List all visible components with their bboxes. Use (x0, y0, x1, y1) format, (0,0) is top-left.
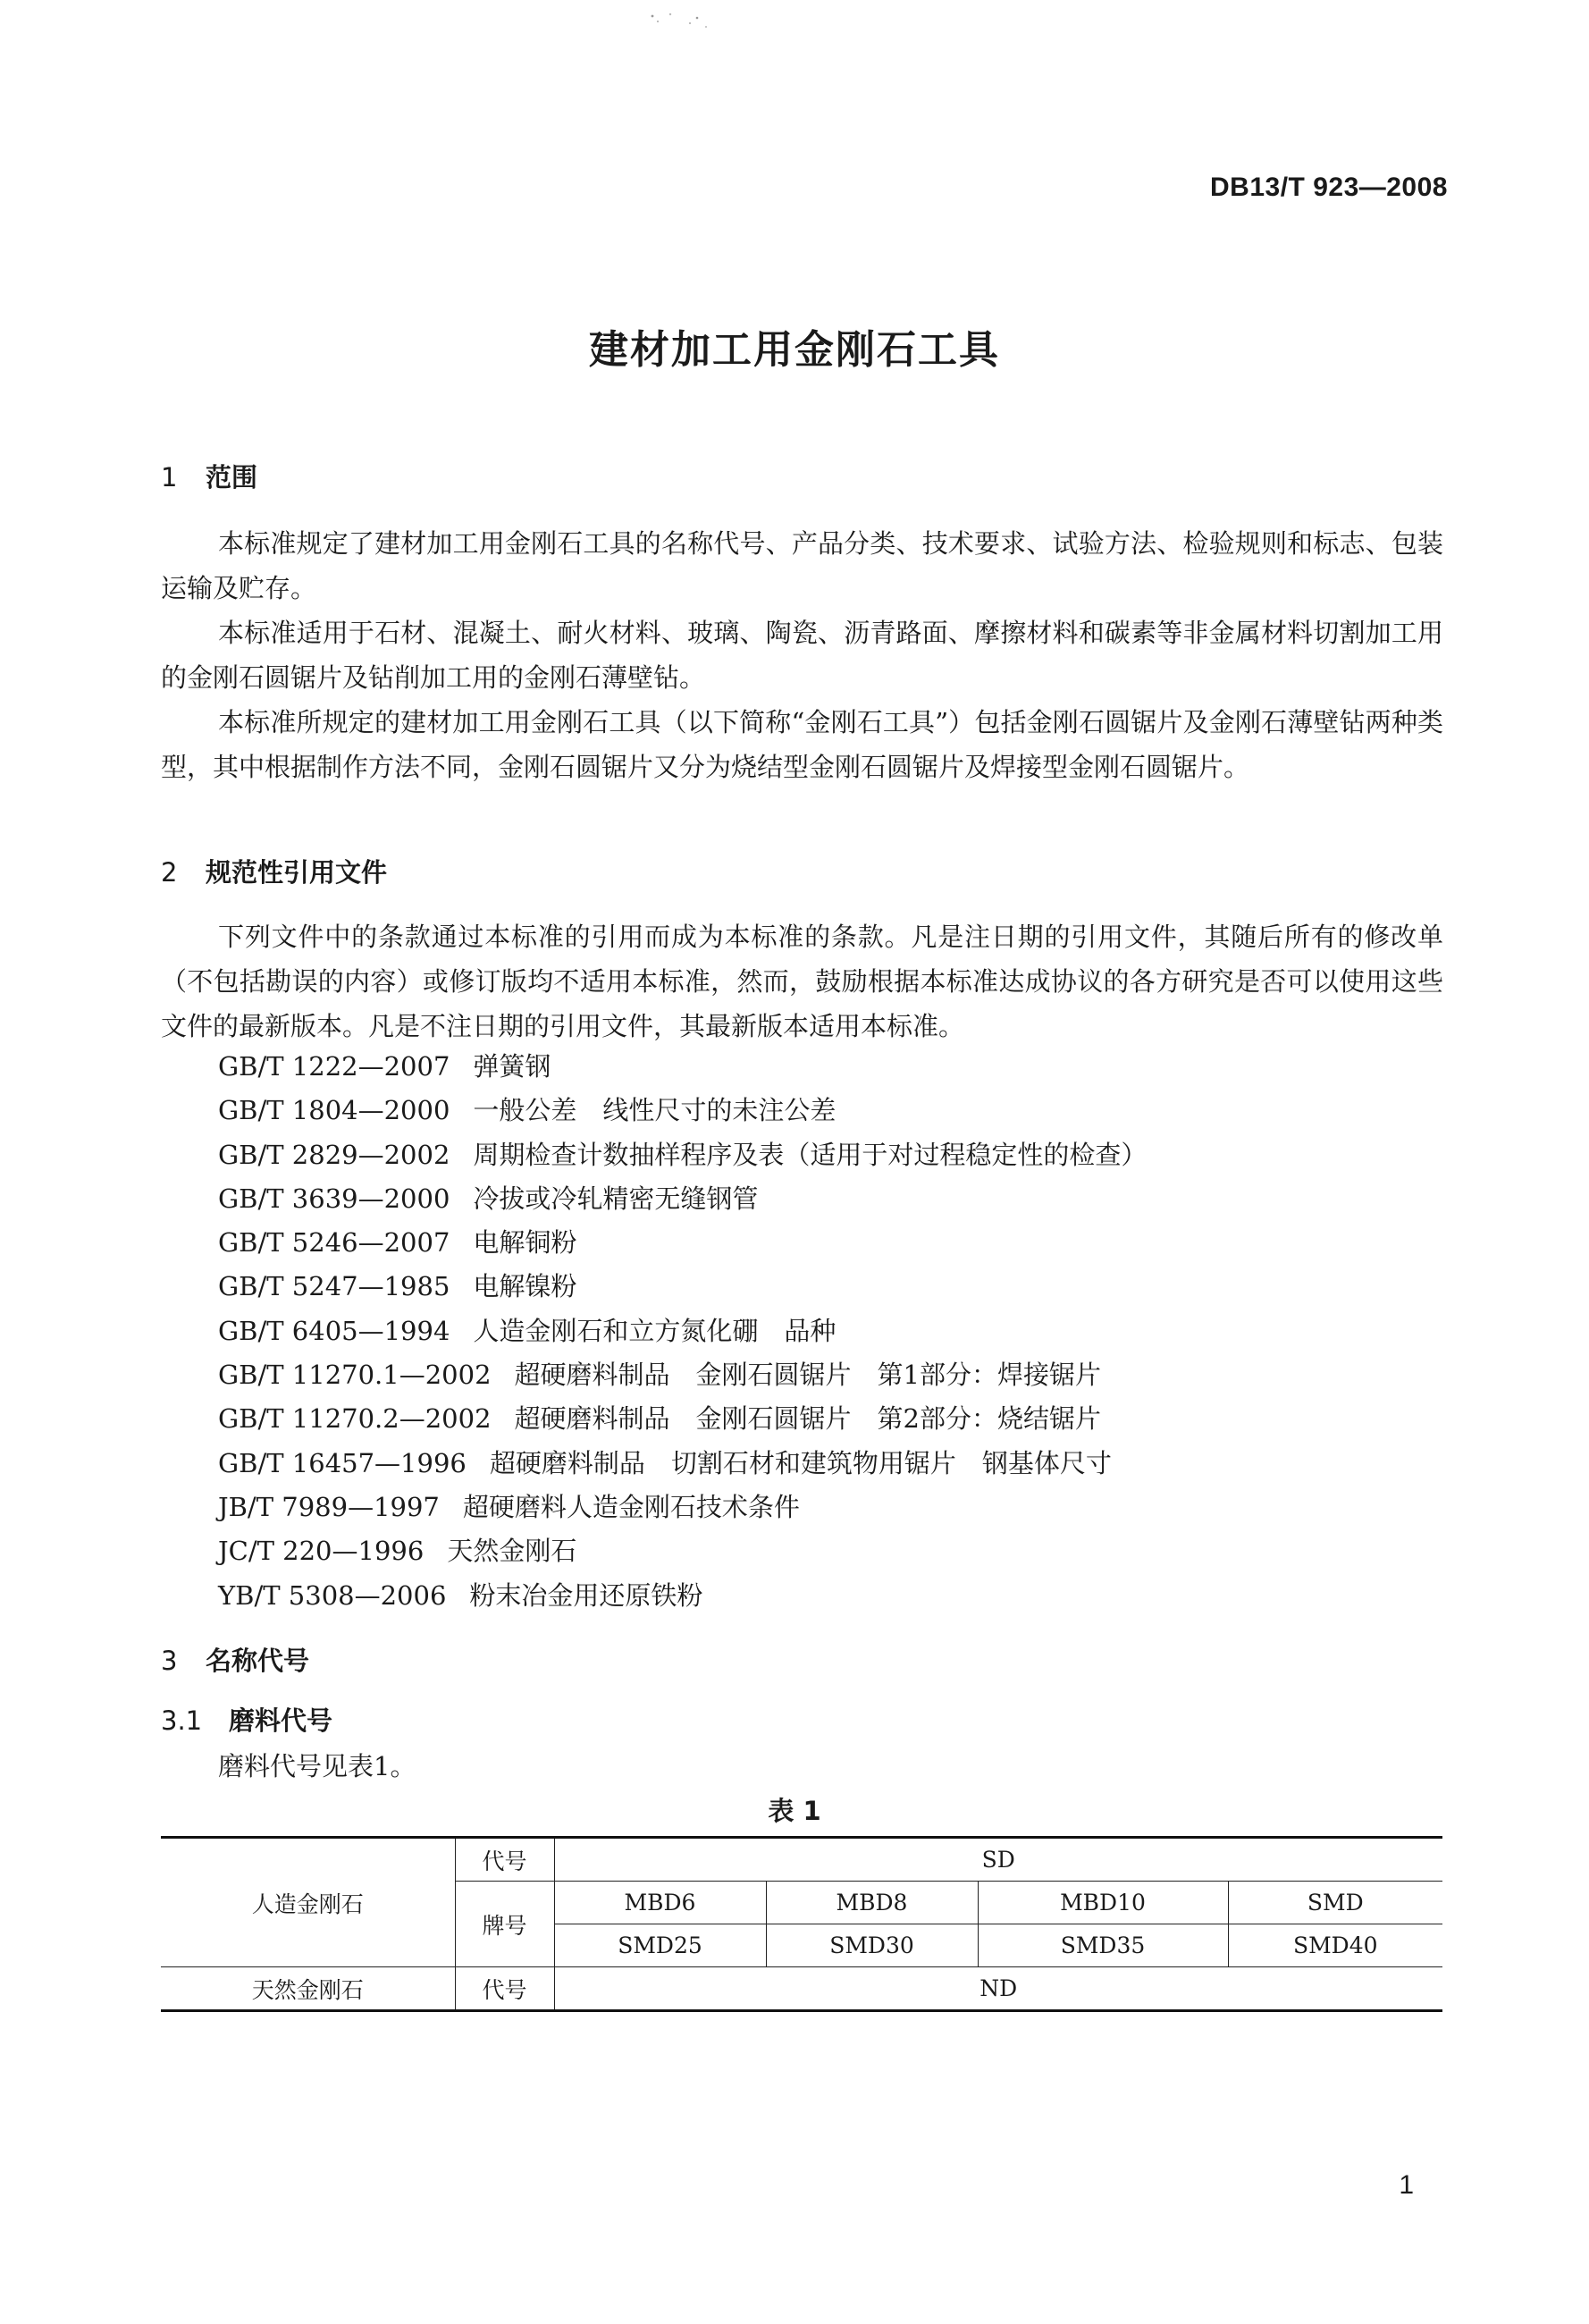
section-1-heading (161, 458, 257, 494)
reference-title: 超硬磨料制品 金刚石圆锯片 第2部分：烧结锯片 (514, 1403, 1101, 1435)
reference-item (218, 1265, 1147, 1309)
reference-title: 天然金刚石 (447, 1536, 577, 1567)
reference-title: 超硬磨料制品 金刚石圆锯片 第1部分：焊接锯片 (514, 1360, 1101, 1391)
section-2-heading (161, 853, 387, 889)
reference-item (218, 1133, 1147, 1177)
reference-item (218, 1045, 1147, 1089)
grade-cell: MBD10 (978, 1882, 1228, 1924)
section-title: 名称代号 (206, 1646, 310, 1676)
reference-title: 电解镍粉 (473, 1271, 577, 1302)
reference-title: 电解铜粉 (473, 1227, 577, 1259)
reference-item (218, 1397, 1147, 1441)
section-number: 2 (161, 857, 178, 888)
reference-list (218, 1045, 1147, 1618)
grade-cell: SMD25 (554, 1924, 766, 1967)
reference-item (218, 1221, 1147, 1265)
document-code: DB13/T 923—2008 (1210, 173, 1448, 202)
scan-speck-mark (643, 5, 724, 38)
section-number: 1 (161, 462, 178, 493)
reference-code: GB/T 2829—2002 (218, 1139, 450, 1170)
subsection-title: 磨料代号 (229, 1705, 333, 1736)
paragraph-scope-2: 本标准适用于石材、混凝土、耐火材料、玻璃、陶瓷、沥青路面、摩擦材料和碳素等非金属材料切割加工用的金刚石圆锯片及钻削加工用的金刚石薄壁钻。 (161, 618, 1443, 693)
synthetic-diamond-cell: 人造金刚石 (161, 1838, 455, 1967)
reference-title: 一般公差 线性尺寸的未注公差 (473, 1095, 837, 1126)
paragraph-scope-1: 本标准规定了建材加工用金刚石工具的名称代号、产品分类、技术要求、试验方法、检验规则和标志、包装运输及贮存。 (161, 528, 1443, 603)
reference-title: 超硬磨料制品 切割石材和建筑物用锯片 钢基体尺寸 (489, 1447, 1112, 1478)
synthetic-code-cell: SD (554, 1838, 1442, 1882)
subsection-3-1-heading (161, 1701, 332, 1738)
reference-item (218, 1309, 1147, 1353)
abrasive-code-table (161, 1836, 1442, 2012)
reference-title: 弹簧钢 (473, 1051, 551, 1082)
reference-code: GB/T 11270.1—2002 (218, 1360, 492, 1391)
paragraph-scope-3: 本标准所规定的建材加工用金刚石工具（以下简称“金刚石工具”）包括金刚石圆锯片及金刚石薄壁钻两种类型，其中根据制作方法不同，金刚石圆锯片又分为烧结型金刚石圆锯片及焊接型金刚石圆锯片。 (161, 707, 1443, 782)
natural-code-cell: ND (554, 1967, 1442, 2011)
reference-code: GB/T 6405—1994 (218, 1315, 450, 1346)
reference-item (218, 1353, 1147, 1397)
section-title: 规范性引用文件 (206, 857, 388, 888)
section-3-heading (161, 1641, 309, 1678)
reference-code: YB/T 5308—2006 (218, 1579, 447, 1611)
reference-title: 人造金刚石和立方氮化硼 品种 (473, 1315, 837, 1346)
reference-item (218, 1442, 1147, 1486)
grade-cell: SMD35 (978, 1924, 1228, 1967)
reference-title: 周期检查计数抽样程序及表（适用于对过程稳定性的检查） (473, 1139, 1148, 1170)
natural-diamond-cell: 天然金刚石 (161, 1967, 455, 2011)
document-title: 建材加工用金刚石工具 (589, 327, 1000, 373)
reference-item (218, 1529, 1147, 1573)
section-number: 3 (161, 1646, 178, 1676)
subsection-text: 磨料代号见表1。 (218, 1751, 416, 1781)
grade-cell: SMD40 (1228, 1924, 1442, 1967)
reference-code: GB/T 16457—1996 (218, 1447, 467, 1478)
reference-item (218, 1486, 1147, 1529)
reference-code: JC/T 220—1996 (218, 1536, 425, 1567)
reference-code: GB/T 1222—2007 (218, 1051, 450, 1082)
reference-title: 冷拔或冷轧精密无缝钢管 (473, 1183, 759, 1214)
section-title: 范围 (206, 462, 258, 493)
code-label-cell: 代号 (455, 1967, 554, 2011)
reference-code: GB/T 3639—2000 (218, 1183, 450, 1214)
reference-code: GB/T 5247—1985 (218, 1271, 450, 1302)
reference-code: GB/T 11270.2—2002 (218, 1403, 492, 1435)
reference-code: GB/T 1804—2000 (218, 1095, 450, 1126)
grade-cell: SMD30 (766, 1924, 978, 1967)
subsection-number: 3.1 (161, 1705, 203, 1736)
page-number: 1 (1399, 2170, 1414, 2200)
grade-cell: SMD (1228, 1882, 1442, 1924)
reference-code: GB/T 5246—2007 (218, 1227, 450, 1259)
reference-item (218, 1089, 1147, 1133)
reference-title: 超硬磨料人造金刚石技术条件 (462, 1491, 800, 1522)
paragraph-references-intro: 下列文件中的条款通过本标准的引用而成为本标准的条款。凡是注日期的引用文件，其随后所有的修改单（不包括勘误的内容）或修订版均不适用本标准，然而，鼓励根据本标准达成协议的各方研究是否可以使用这些文件的最新版本。凡是不注日期的引用文件，其最新版本适用本标准。 (161, 922, 1443, 1041)
reference-code: JB/T 7989—1997 (218, 1491, 440, 1522)
code-label-cell: 代号 (455, 1838, 554, 1882)
grade-cell: MBD6 (554, 1882, 766, 1924)
table-row (161, 1838, 1442, 1882)
grade-label-cell: 牌号 (455, 1882, 554, 1967)
grade-cell: MBD8 (766, 1882, 978, 1924)
reference-title: 粉末冶金用还原铁粉 (469, 1579, 703, 1611)
reference-item (218, 1574, 1147, 1618)
table-caption: 表 1 (768, 1796, 821, 1826)
table-row (161, 1967, 1442, 2011)
reference-item (218, 1177, 1147, 1221)
